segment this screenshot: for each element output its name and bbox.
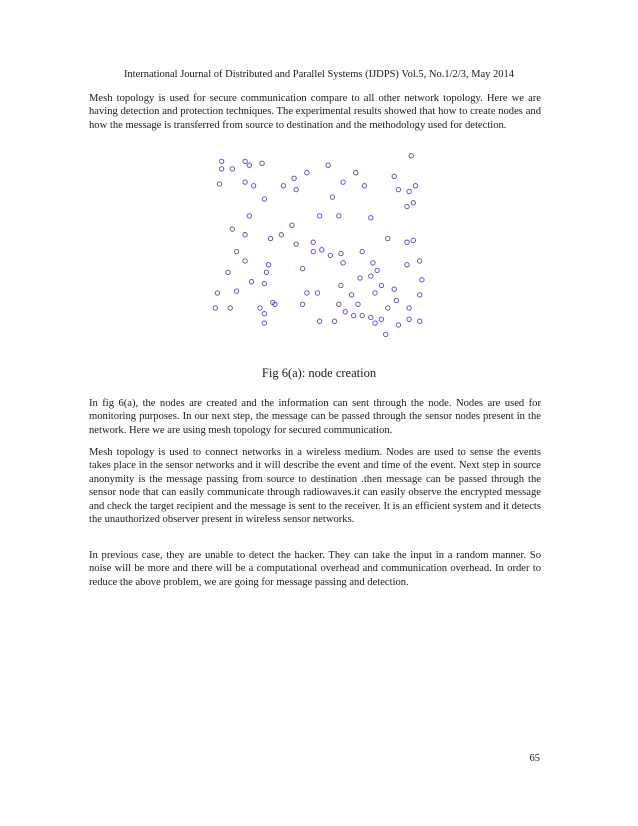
sensor-node-point <box>396 323 400 327</box>
sensor-node-point <box>356 302 360 306</box>
previous-case-paragraph: In previous case, they are unable to detect the hacker. They can take the input in a random manner. So noise will be more and there will be a computational overhead and communication overhead. In order to reduce the above problem, we are going for message passing and detection. <box>89 550 541 588</box>
sensor-node-point <box>413 184 417 188</box>
sensor-node-point <box>349 293 353 297</box>
sensor-node-point <box>262 281 266 285</box>
sensor-node-point <box>219 159 223 163</box>
sensor-node-point <box>339 283 343 287</box>
sensor-node-point <box>292 176 296 180</box>
sensor-node-point <box>337 214 341 218</box>
figure-caption: Fig 6(a): node creation <box>261 366 377 380</box>
sensor-node-point <box>369 216 373 220</box>
sensor-node-point <box>258 306 262 310</box>
sensor-node-point <box>234 289 238 293</box>
sensor-node-point <box>264 270 268 274</box>
figure-description-paragraph: In fig 6(a), the nodes are created and the information can sent through the node. Nodes are used for monitoring purposes. In our next step, the message can be passed through the sensor nodes present in the network. Here we are using mesh topology for secured communication. <box>89 398 541 436</box>
sensor-node-point <box>217 182 221 186</box>
sensor-node-point <box>317 214 321 218</box>
sensor-node-point <box>281 184 285 188</box>
sensor-node-point <box>407 317 411 321</box>
sensor-node-point <box>411 238 415 242</box>
sensor-node-point <box>343 310 347 314</box>
sensor-node-point <box>290 223 294 227</box>
sensor-node-point <box>379 283 383 287</box>
sensor-node-point <box>360 313 364 317</box>
sensor-node-point <box>396 187 400 191</box>
sensor-node-point <box>341 180 345 184</box>
sensor-node-point <box>326 163 330 167</box>
sensor-node-point <box>300 266 304 270</box>
sensor-node-point <box>418 259 422 263</box>
sensor-node-point <box>407 189 411 193</box>
sensor-node-point <box>407 306 411 310</box>
sensor-node-point <box>305 171 309 175</box>
node-creation-figure <box>205 146 430 346</box>
sensor-node-point <box>249 280 253 284</box>
sensor-node-point <box>405 240 409 244</box>
sensor-node-point <box>362 184 366 188</box>
sensor-node-point <box>234 249 238 253</box>
sensor-node-point <box>375 268 379 272</box>
sensor-node-point <box>243 259 247 263</box>
sensor-node-point <box>379 317 383 321</box>
sensor-node-point <box>230 227 234 231</box>
sensor-node-point <box>228 306 232 310</box>
sensor-node-point <box>418 293 422 297</box>
sensor-node-point <box>305 291 309 295</box>
sensor-node-point <box>354 171 358 175</box>
sensor-node-point <box>411 201 415 205</box>
sensor-node-point <box>386 306 390 310</box>
sensor-node-point <box>219 167 223 171</box>
sensor-node-point <box>352 313 356 317</box>
sensor-node-point <box>243 180 247 184</box>
sensor-node-point <box>262 312 266 316</box>
sensor-node-point <box>373 291 377 295</box>
sensor-node-point <box>317 319 321 323</box>
sensor-node-point <box>247 214 251 218</box>
journal-header: International Journal of Distributed and Parallel Systems (IJDPS) Vol.5, No.1/2/3, May 2014 <box>123 69 515 80</box>
sensor-node-point <box>341 261 345 265</box>
sensor-node-point <box>332 319 336 323</box>
sensor-node-point <box>226 270 230 274</box>
sensor-node-point <box>394 298 398 302</box>
sensor-node-point <box>337 302 341 306</box>
sensor-node-point <box>328 253 332 257</box>
sensor-node-point <box>262 321 266 325</box>
sensor-node-point <box>300 302 304 306</box>
sensor-node-point <box>320 248 324 252</box>
sensor-node-point <box>247 163 251 167</box>
sensor-node-point <box>251 184 255 188</box>
sensor-node-point <box>405 263 409 267</box>
sensor-node-point <box>279 233 283 237</box>
sensor-node-point <box>384 332 388 336</box>
sensor-node-point <box>243 233 247 237</box>
sensor-node-point <box>262 197 266 201</box>
intro-paragraph: Mesh topology is used for secure communication compare to all other network topology. Here we are having detection and protection techniques. The experimental results showed that how to create nodes and how the message is transferred from source to destination and the methodology used for detection. <box>89 93 541 131</box>
sensor-node-point <box>418 319 422 323</box>
sensor-node-point <box>330 195 334 199</box>
sensor-node-point <box>294 242 298 246</box>
sensor-node-point <box>213 306 217 310</box>
page-number: 65 <box>529 753 540 764</box>
sensor-node-point <box>243 159 247 163</box>
sensor-node-point <box>268 236 272 240</box>
sensor-node-point <box>369 274 373 278</box>
sensor-node-point <box>420 278 424 282</box>
sensor-node-point <box>360 249 364 253</box>
sensor-node-point <box>230 167 234 171</box>
sensor-node-point <box>266 263 270 267</box>
sensor-node-point <box>339 251 343 255</box>
sensor-node-point <box>315 291 319 295</box>
sensor-node-point <box>386 236 390 240</box>
sensor-node-point <box>260 161 264 165</box>
sensor-node-point <box>409 154 413 158</box>
sensor-node-point <box>358 276 362 280</box>
sensor-node-point <box>311 249 315 253</box>
mesh-topology-paragraph: Mesh topology is used to connect networks in a wireless medium. Nodes are used to sense the events takes place in the sensor networks and it will describe the event and time of the event. Next step in source anonymity is the message passing from source to destination .then message can be passed through the sensor node that can easily communicate through radiowaves.it can easily observe the encrypted message and check the target recipient and the message is sent to the receiver. It is an efficient system and it detects the unauthorized observer present in wireless sensor networks. <box>89 447 541 526</box>
sensor-node-point <box>311 240 315 244</box>
sensor-node-point <box>392 287 396 291</box>
sensor-node-point <box>392 174 396 178</box>
sensor-node-point <box>369 315 373 319</box>
sensor-node-point <box>373 321 377 325</box>
sensor-node-point <box>405 204 409 208</box>
sensor-node-point <box>371 261 375 265</box>
sensor-node-point <box>294 187 298 191</box>
sensor-node-point <box>215 291 219 295</box>
node-scatter-plot <box>205 146 430 346</box>
